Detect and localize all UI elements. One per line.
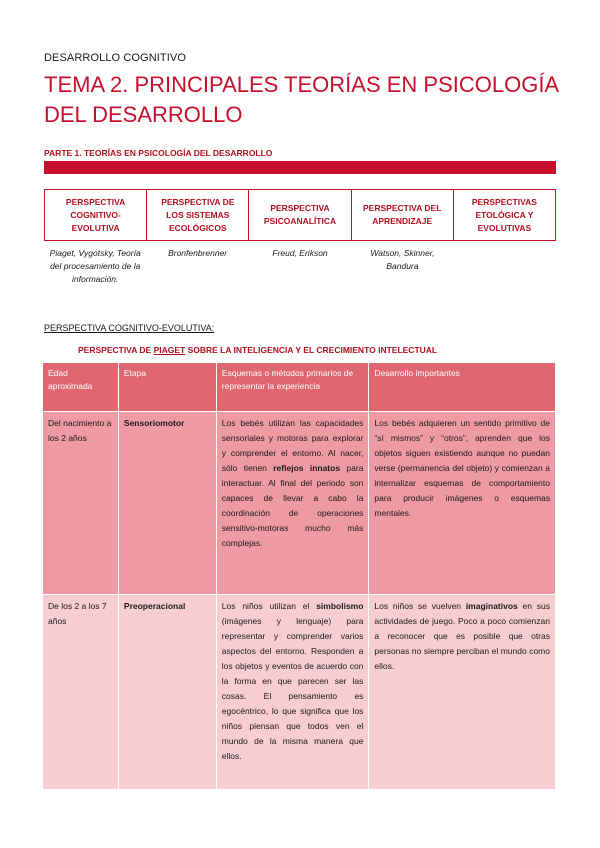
development-text-bold: imaginativos xyxy=(465,601,518,611)
cell-development xyxy=(369,412,556,595)
cell-age: De los 2 a los 7 años xyxy=(43,595,119,790)
decorative-red-bar xyxy=(44,161,556,174)
schemes-text-c: para interactuar. Al final del periodo son capaces de llevar a cabo la coordinación de operaciones sensitivo-motoras mucho más complejas. xyxy=(221,463,364,548)
table-title-post: SOBRE LA INTELIGENCIA Y EL CRECIMIENTO INTELECTUAL xyxy=(185,345,438,355)
development-text-a: Los niños se vuelven xyxy=(374,601,466,611)
authors-cognitivo-evolutiva: Piaget, Vygotsky, Teoría del procesamiento de la información. xyxy=(49,248,141,284)
table-row xyxy=(43,595,556,790)
cell-schemes xyxy=(216,412,369,595)
authors-aprendizaje: Watson, Skinner, Bandura xyxy=(370,248,435,271)
authors-sistemas-ecologicos: Bronfenbrenner xyxy=(168,248,228,258)
document-title: TEMA 2. PRINCIPALES TEORÍAS EN PSICOLOGÍA DEL DESARROLLO xyxy=(44,72,558,127)
piaget-stages-table xyxy=(42,362,556,790)
development-text-c: en sus actividades de juego. Poco a poco comienzan a reconocer que es posible que otras personas no siempre perciban el mundo como ellos. xyxy=(374,601,551,671)
cell-stage: Preoperacional xyxy=(118,595,216,790)
part-heading: PARTE 1. TEORÍAS EN PSICOLOGÍA DEL DESARROLLO xyxy=(44,148,273,158)
header-desarrollo: Desarrollo importantes xyxy=(369,363,556,412)
perspective-etologica-evolutivas: PERSPECTIVAS ETOLÓGICA Y EVOLUTIVAS xyxy=(471,196,537,233)
table-title xyxy=(78,345,437,355)
document-supertitle: DESARROLLO COGNITIVO xyxy=(44,52,186,64)
cell-age: Del nacimiento a los 2 años xyxy=(43,412,119,595)
perspective-psicoanalitica: PERSPECTIVA PSICOANALÍTICA xyxy=(249,190,351,240)
development-text-a: Los bebés adquieren un sentido primitivo de “sí mismos” y “otros”, aprenden que los objetos siguen existiendo aunque no puedan verse (permanencia del objeto) y comienzan a internalizar esquemas de comportamiento para producir imágenes o esquemas mentales. xyxy=(374,418,550,518)
cell-development xyxy=(369,595,556,790)
perspective-aprendizaje: PERSPECTIVA DEL APRENDIZAJE xyxy=(352,190,454,240)
perspectives-row xyxy=(44,189,556,241)
cell-stage: Sensoriomotor xyxy=(118,412,216,595)
schemes-text-bold: simbolismo xyxy=(316,601,364,611)
header-etapa: Etapa xyxy=(118,363,216,412)
authors-row xyxy=(44,247,556,286)
perspective-cognitivo-evolutiva: PERSPECTIVA COGNITIVO-EVOLUTIVA xyxy=(45,190,147,240)
section-heading: PERSPECTIVA COGNITIVO-EVOLUTIVA: xyxy=(44,323,215,333)
table-header-row xyxy=(43,363,556,412)
header-edad: Edad aproximada xyxy=(43,363,119,412)
authors-etologica-evolutivas xyxy=(454,247,556,286)
perspective-sistemas-ecologicos: PERSPECTIVA DE LOS SISTEMAS ECOLÓGICOS xyxy=(147,190,249,240)
schemes-text-bold: reflejos innatos xyxy=(273,463,341,473)
header-esquemas: Esquemas o métodos primarios de representar la experiencia xyxy=(216,363,369,412)
schemes-text-a: Los bebés utilizan las capacidades sensoriales y motoras para explorar y comprender el entorno. Al nacer, sólo tienen xyxy=(221,418,364,473)
cell-schemes xyxy=(216,595,369,790)
authors-psicoanalitica: Freud, Erikson xyxy=(272,248,328,258)
schemes-text-c: (imágenes y lenguaje) para representar y comprender varios aspectos del entorno. Responden a los objetos y eventos de acuerdo con la forma en que parecen ser las cosas. El pensamiento es egocéntrico, lo que significa que los niños piensan que todos ven el mundo de la misma manera que ellos. xyxy=(221,616,364,761)
table-title-pre: PERSPECTIVA DE xyxy=(78,345,154,355)
table-title-name: PIAGET xyxy=(153,345,186,355)
schemes-text-a: Los niños utilizan el xyxy=(221,601,317,611)
table-row xyxy=(43,412,556,595)
